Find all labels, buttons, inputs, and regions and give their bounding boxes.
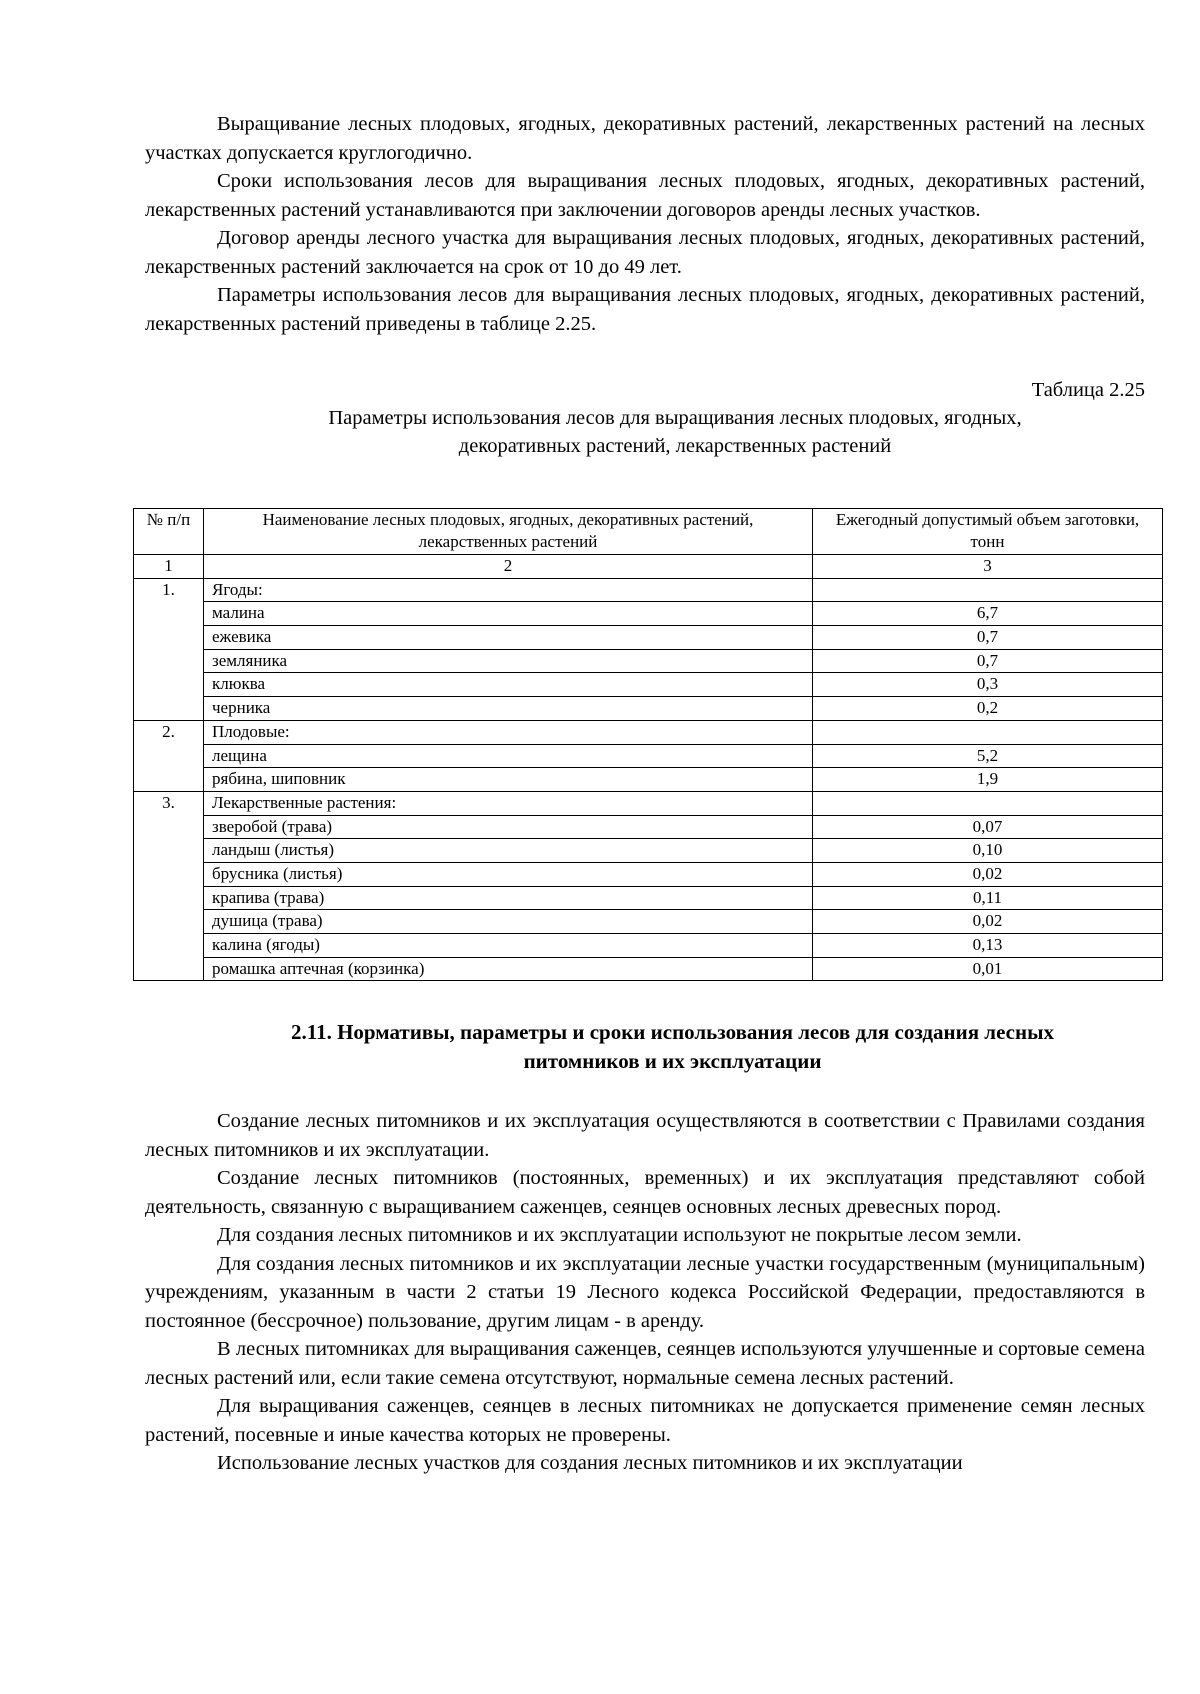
harvest-volume-cell: 6,7 bbox=[813, 602, 1163, 626]
section-paragraph: Для выращивания саженцев, сеянцев в лесных питомниках не допускается применение семян лесных растений, посевные и иные качества которых не проверены. bbox=[145, 1395, 1145, 1446]
table-row bbox=[134, 910, 1163, 934]
plant-name-cell: ромашка аптечная (корзинка) bbox=[204, 957, 813, 981]
header-cell-number: № п/п bbox=[134, 509, 204, 555]
plant-name-cell: лещина bbox=[204, 744, 813, 768]
section-paragraph: Для создания лесных питомников и их эксплуатации лесные участки государственным (муниципальным) учреждениям, указанным в части 2 статьи 19 Лесного кодекса Российской Федерации, предоставляются в постоянное (бессрочное) пользование, другим лицам - в аренду. bbox=[145, 1252, 1145, 1332]
table-row bbox=[134, 673, 1163, 697]
section-paragraph: Использование лесных участков для создания лесных питомников и их эксплуатации bbox=[217, 1452, 963, 1474]
table-row bbox=[134, 839, 1163, 863]
table-row bbox=[134, 862, 1163, 886]
header-cell-name: Наименование лесных плодовых, ягодных, декоративных растений, лекарственных растений bbox=[204, 509, 813, 555]
table-row bbox=[134, 768, 1163, 792]
column-number-cell: 2 bbox=[204, 555, 813, 579]
harvest-volume-cell: 0,02 bbox=[813, 862, 1163, 886]
plant-name-cell: калина (ягоды) bbox=[204, 934, 813, 958]
section-text-block bbox=[145, 1107, 1145, 1478]
table-group-row bbox=[134, 791, 1163, 815]
group-number-cell: 2. bbox=[134, 720, 204, 791]
header-cell-volume: Ежегодный допустимый объем заготовки, тонн bbox=[813, 509, 1163, 555]
intro-paragraph: Выращивание лесных плодовых, ягодных, декоративных растений, лекарственных растений на лесных участках допускается круглогодично. bbox=[145, 113, 1145, 164]
plant-name-cell: ландыш (листья) bbox=[204, 839, 813, 863]
group-number-cell: 1. bbox=[134, 578, 204, 720]
table-title-line-1: Параметры использования лесов для выращивания лесных плодовых, ягодных, bbox=[328, 407, 1022, 429]
plant-name-cell: крапива (трава) bbox=[204, 886, 813, 910]
table-row bbox=[134, 886, 1163, 910]
group-value-cell bbox=[813, 720, 1163, 744]
table-row bbox=[134, 697, 1163, 721]
plant-name-cell: брусника (листья) bbox=[204, 862, 813, 886]
table-row bbox=[134, 815, 1163, 839]
plant-name-cell: земляника bbox=[204, 649, 813, 673]
harvest-volume-cell: 1,9 bbox=[813, 768, 1163, 792]
section-heading bbox=[145, 1018, 1145, 1076]
harvest-volume-cell: 0,10 bbox=[813, 839, 1163, 863]
harvest-volume-cell: 0,01 bbox=[813, 957, 1163, 981]
plant-name-cell: черника bbox=[204, 697, 813, 721]
section-heading-line-2: питомников и их эксплуатации bbox=[523, 1049, 822, 1073]
harvest-volume-cell: 0,07 bbox=[813, 815, 1163, 839]
intro-paragraph: Договор аренды лесного участка для выращивания лесных плодовых, ягодных, декоративных растений, лекарственных растений заключается на срок от 10 до 49 лет. bbox=[145, 227, 1145, 278]
plant-name-cell: ежевика bbox=[204, 626, 813, 650]
group-value-cell bbox=[813, 578, 1163, 602]
harvest-volume-cell: 0,13 bbox=[813, 934, 1163, 958]
table-row bbox=[134, 934, 1163, 958]
section-paragraph: В лесных питомниках для выращивания саженцев, сеянцев используются улучшенные и сортовые семена лесных растений или, если такие семена отсутствуют, нормальные семена лесных растений. bbox=[145, 1338, 1145, 1389]
plant-name-cell: малина bbox=[204, 602, 813, 626]
harvest-volume-cell: 0,11 bbox=[813, 886, 1163, 910]
intro-paragraph: Сроки использования лесов для выращивания лесных плодовых, ягодных, декоративных растений, лекарственных растений устанавливаются при заключении договоров аренды лесных участков. bbox=[145, 170, 1145, 221]
table-group-row bbox=[134, 720, 1163, 744]
group-value-cell bbox=[813, 791, 1163, 815]
intro-text-block bbox=[145, 110, 1145, 460]
plant-name-cell: зверобой (трава) bbox=[204, 815, 813, 839]
table-row bbox=[134, 602, 1163, 626]
section-paragraph: Для создания лесных питомников и их эксплуатации используют не покрытые лесом земли. bbox=[217, 1224, 1022, 1246]
section-paragraph: Создание лесных питомников и их эксплуатация осуществляются в соответствии с Правилами создания лесных питомников и их эксплуатации. bbox=[145, 1110, 1145, 1161]
group-title-cell: Лекарственные растения: bbox=[204, 791, 813, 815]
group-title-cell: Ягоды: bbox=[204, 578, 813, 602]
column-number-cell: 3 bbox=[813, 555, 1163, 579]
plant-name-cell: душица (трава) bbox=[204, 910, 813, 934]
harvest-volume-cell: 0,02 bbox=[813, 910, 1163, 934]
plant-name-cell: рябина, шиповник bbox=[204, 768, 813, 792]
section-heading-line-1: 2.11. Нормативы, параметры и сроки использования лесов для создания лесных bbox=[291, 1020, 1054, 1044]
table-group-row bbox=[134, 578, 1163, 602]
group-number-cell: 3. bbox=[134, 791, 204, 981]
harvest-volume-cell: 5,2 bbox=[813, 744, 1163, 768]
group-title-cell: Плодовые: bbox=[204, 720, 813, 744]
harvest-volume-cell: 0,2 bbox=[813, 697, 1163, 721]
table-row bbox=[134, 649, 1163, 673]
table-row bbox=[134, 744, 1163, 768]
plant-name-cell: клюква bbox=[204, 673, 813, 697]
table-title-line-2: декоративных растений, лекарственных растений bbox=[458, 435, 892, 457]
table-row bbox=[134, 626, 1163, 650]
table-header-row bbox=[134, 509, 1163, 555]
table-number-label: Таблица 2.25 bbox=[1031, 379, 1145, 401]
table-column-number-row bbox=[134, 555, 1163, 579]
harvest-volume-cell: 0,3 bbox=[813, 673, 1163, 697]
table-row bbox=[134, 957, 1163, 981]
section-paragraph: Создание лесных питомников (постоянных, временных) и их эксплуатация представляют собой деятельность, связанную с выращиванием саженцев, сеянцев основных лесных древесных пород. bbox=[145, 1167, 1145, 1218]
parameters-table bbox=[133, 508, 1163, 981]
harvest-volume-cell: 0,7 bbox=[813, 649, 1163, 673]
column-number-cell: 1 bbox=[134, 555, 204, 579]
harvest-volume-cell: 0,7 bbox=[813, 626, 1163, 650]
intro-paragraph: Параметры использования лесов для выращивания лесных плодовых, ягодных, декоративных растений, лекарственных растений приведены в таблице 2.25. bbox=[145, 284, 1145, 335]
